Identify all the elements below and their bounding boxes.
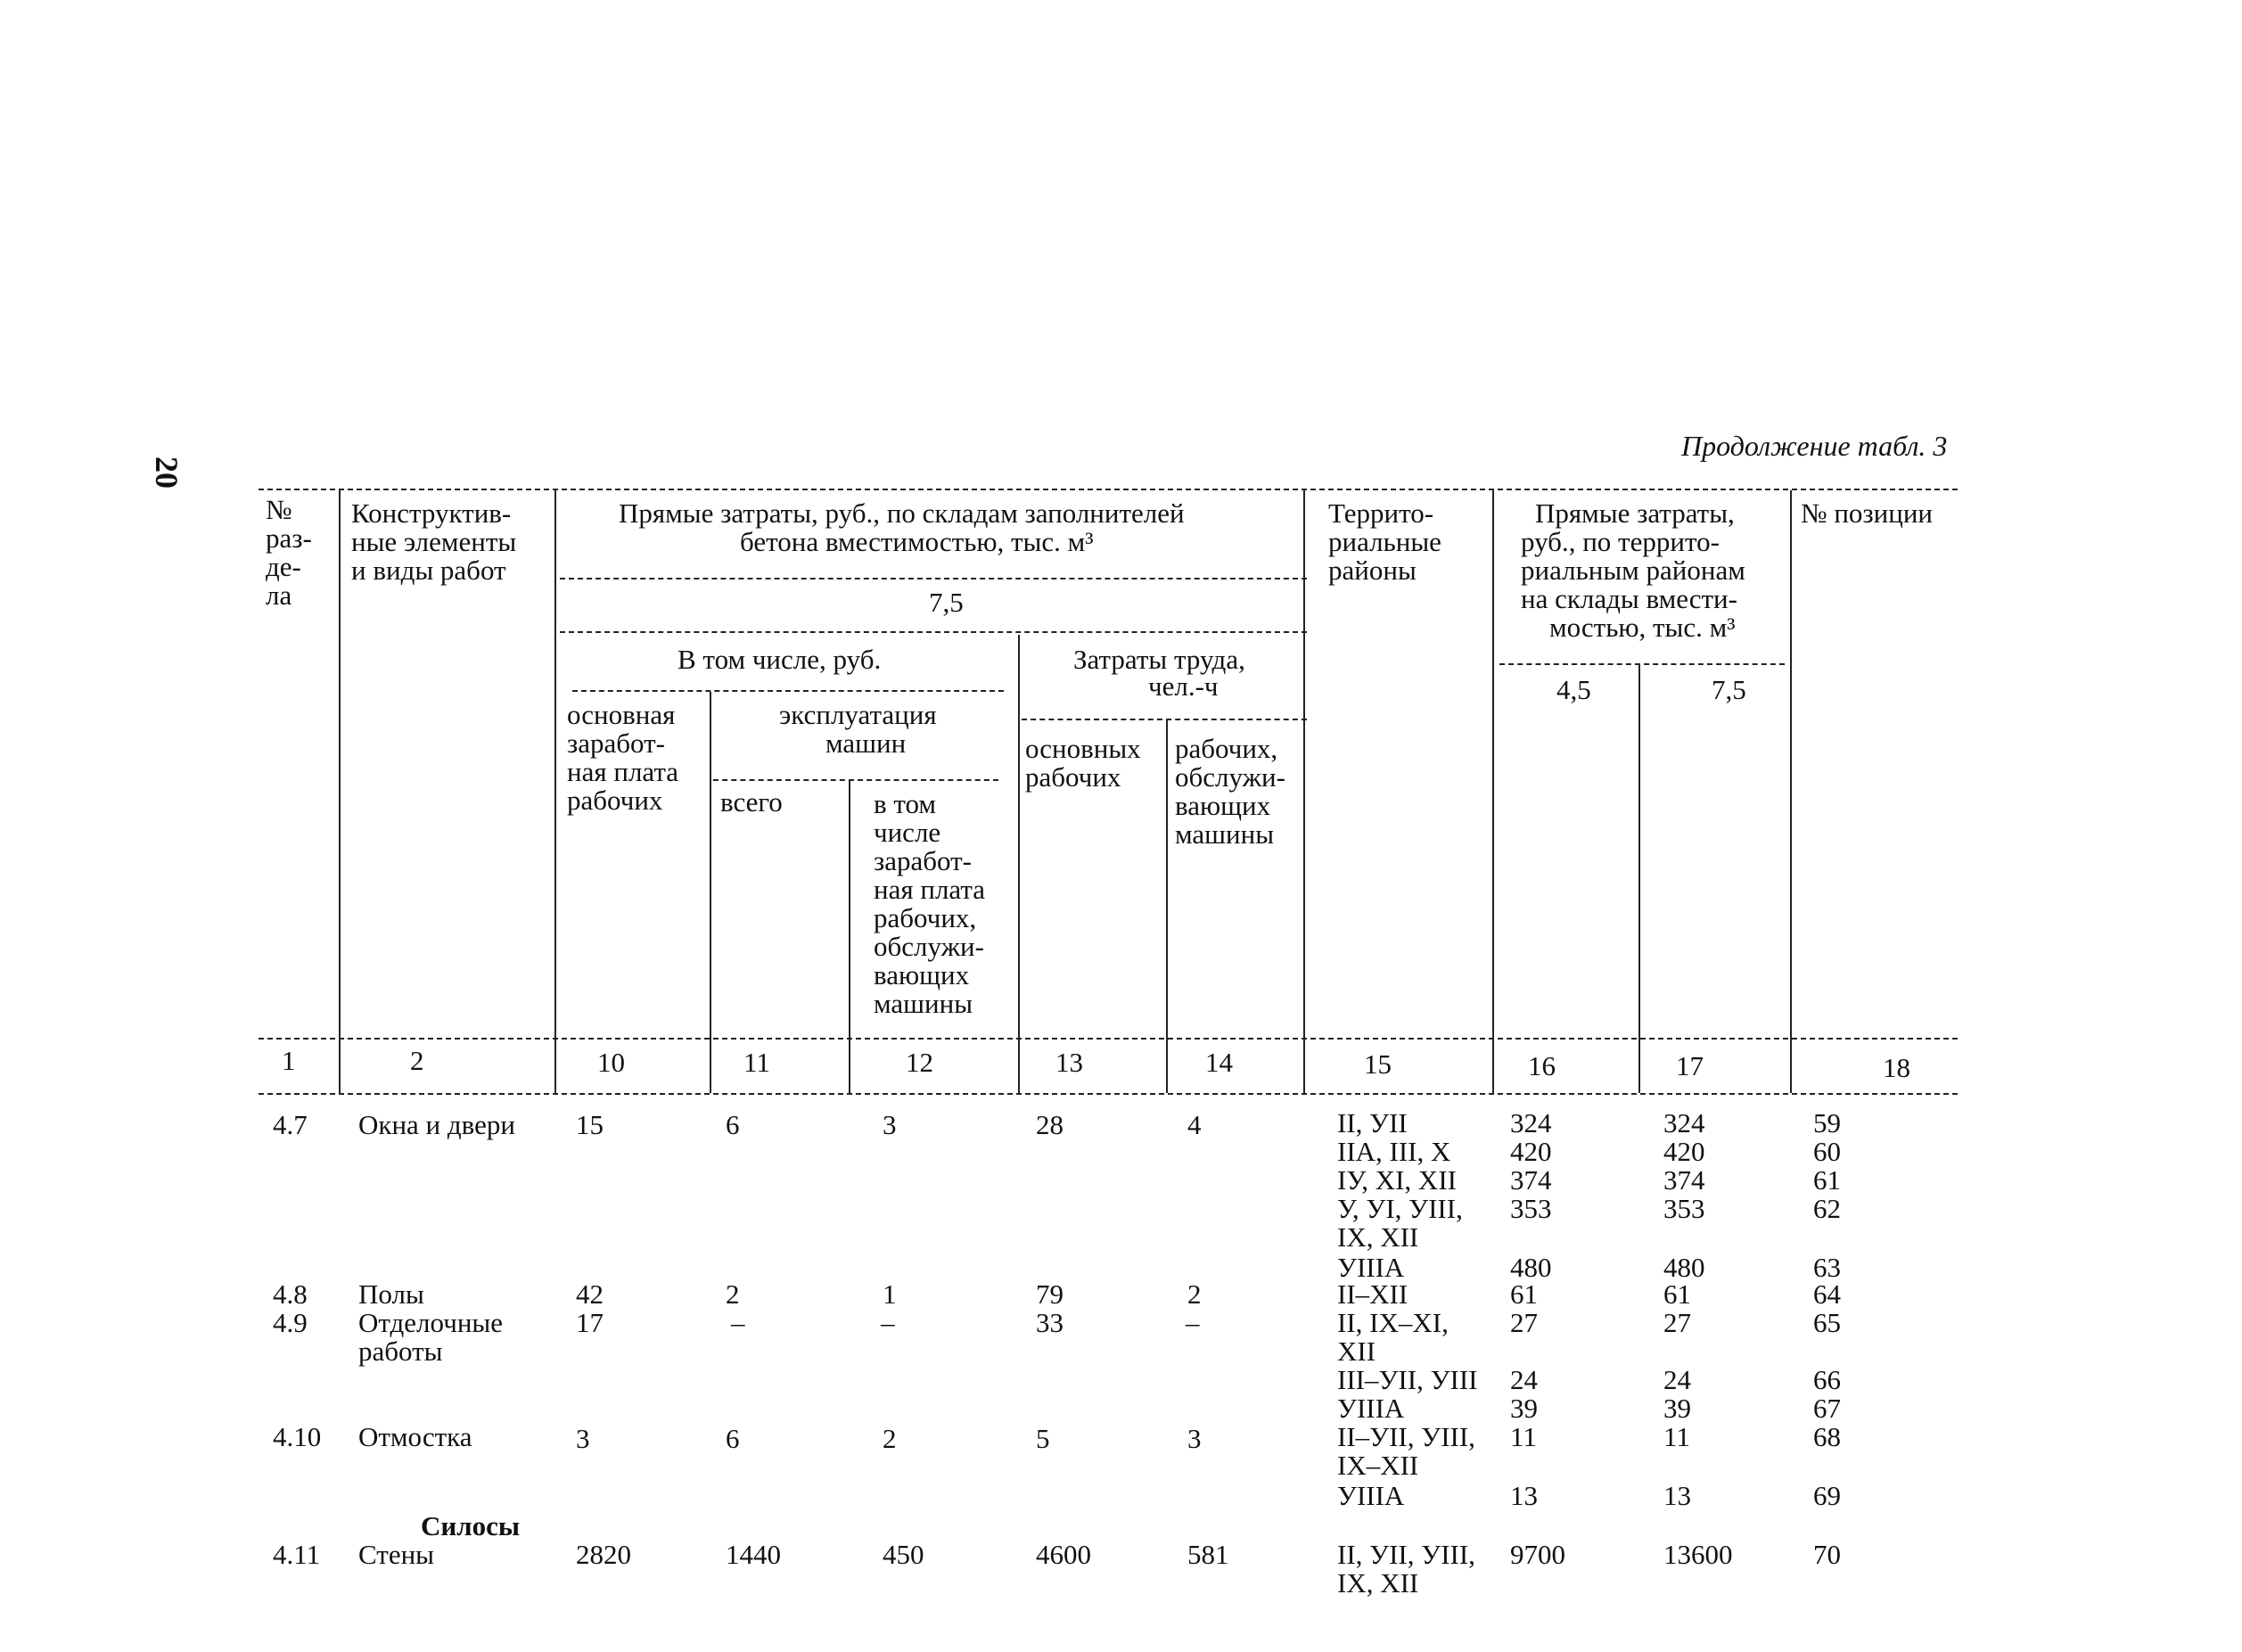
cell-c17: 11 — [1663, 1421, 1690, 1452]
cell-c12: 1 — [883, 1278, 897, 1310]
rule-under-capacity-label — [560, 578, 1307, 579]
vline-2 — [554, 490, 556, 1093]
cell-c16: 24 — [1510, 1364, 1538, 1395]
column-number: 14 — [1205, 1047, 1233, 1078]
cell-c14: 581 — [1187, 1539, 1229, 1570]
rule-under-terr-costs — [1499, 663, 1785, 665]
page-number: 20 — [149, 456, 185, 489]
header-text: вающих — [874, 959, 970, 990]
cell-c10: 15 — [576, 1109, 604, 1140]
cell-region: УIIIА — [1337, 1480, 1405, 1511]
cell-region: У, УI, УIII, — [1337, 1193, 1463, 1224]
cell-section: 4.9 — [273, 1307, 308, 1338]
column-number: 17 — [1676, 1050, 1704, 1081]
cell-c17: 39 — [1663, 1393, 1691, 1424]
cell-c16: 480 — [1510, 1252, 1552, 1283]
header-position-no: № позиции — [1801, 497, 1934, 529]
column-number: 12 — [906, 1047, 933, 1078]
header-text: обслужи- — [874, 931, 984, 962]
cell-pos: 63 — [1813, 1252, 1841, 1283]
cell-region: ХII — [1337, 1336, 1376, 1367]
column-number: 18 — [1883, 1052, 1910, 1083]
header-text: вающих — [1175, 790, 1271, 821]
header-text: ла — [266, 579, 292, 611]
header-text: рабочих — [567, 785, 663, 816]
header-text: эксплуатация — [779, 699, 937, 730]
cell-section: 4.8 — [273, 1278, 308, 1310]
column-number: 1 — [282, 1045, 296, 1076]
vline-3 — [710, 692, 711, 1093]
vline-4 — [849, 781, 850, 1093]
rule-header-bottom — [259, 1038, 1958, 1040]
cell-c10: 2820 — [576, 1539, 631, 1570]
header-text: раз- — [266, 522, 312, 554]
header-text: машин — [825, 727, 907, 759]
cell-c12: 450 — [883, 1539, 924, 1570]
header-text: заработ- — [567, 727, 665, 759]
cell-c14: 4 — [1187, 1109, 1202, 1140]
header-text: Прямые затраты, — [1535, 497, 1735, 529]
cell-c14: 3 — [1187, 1423, 1202, 1454]
cell-c11: 6 — [726, 1109, 740, 1140]
subheading-silos: Силосы — [421, 1510, 521, 1541]
cell-c14: 2 — [1187, 1278, 1202, 1310]
cell-c13: 4600 — [1036, 1539, 1091, 1570]
header-text: на склады вмести- — [1521, 583, 1737, 614]
cell-c17: 24 — [1663, 1364, 1691, 1395]
header-text: рабочих, — [874, 902, 977, 933]
column-number: 15 — [1364, 1048, 1392, 1080]
header-text: Конструктив- — [351, 497, 512, 529]
header-text: машины — [874, 988, 973, 1019]
cell-c12: 2 — [883, 1423, 897, 1454]
cell-c10: 42 — [576, 1278, 604, 1310]
cell-c11: 1440 — [726, 1539, 781, 1570]
cell-c17: 27 — [1663, 1307, 1691, 1338]
header-text: машины — [1175, 818, 1275, 850]
cell-c17: 61 — [1663, 1278, 1691, 1310]
cell-c12: – — [881, 1307, 895, 1338]
rule-under-labor — [1022, 719, 1307, 720]
header-text: основная — [567, 699, 676, 730]
cell-c17: 420 — [1663, 1136, 1705, 1167]
vline-8 — [1492, 490, 1494, 1093]
cell-c17: 13 — [1663, 1480, 1691, 1511]
vline-7 — [1303, 490, 1305, 1093]
header-text: ные элементы — [351, 526, 517, 557]
cell-c16: 27 — [1510, 1307, 1538, 1338]
cell-c17: 374 — [1663, 1164, 1705, 1196]
cell-pos: 60 — [1813, 1136, 1841, 1167]
cell-c13: 79 — [1036, 1278, 1064, 1310]
cell-region: IУ, ХI, ХII — [1337, 1164, 1457, 1196]
cell-region: II, УII — [1337, 1107, 1408, 1138]
cell-c16: 374 — [1510, 1164, 1552, 1196]
cell-pos: 61 — [1813, 1164, 1841, 1196]
cell-element: Отделочные — [358, 1307, 503, 1338]
cell-element: Стены — [358, 1539, 434, 1570]
cell-region: II–ХII — [1337, 1278, 1408, 1310]
header-text: заработ- — [874, 845, 972, 876]
cell-c13: 5 — [1036, 1423, 1050, 1454]
cell-c16: 61 — [1510, 1278, 1538, 1310]
header-text: № — [266, 494, 292, 525]
cell-c11: 2 — [726, 1278, 740, 1310]
header-text: районы — [1328, 555, 1417, 586]
vline-9 — [1638, 665, 1640, 1093]
header-text: обслужи- — [1175, 761, 1285, 793]
cell-c13: 33 — [1036, 1307, 1064, 1338]
cell-section: 4.11 — [273, 1539, 321, 1570]
rule-under-machines — [713, 779, 998, 781]
column-number: 2 — [410, 1045, 424, 1076]
cell-pos: 65 — [1813, 1307, 1841, 1338]
cell-element: работы — [358, 1336, 443, 1367]
cell-region: УIIIА — [1337, 1393, 1405, 1424]
header-text: и виды работ — [351, 555, 506, 586]
cell-c10: 3 — [576, 1423, 590, 1454]
header-text: руб., по террито- — [1521, 526, 1720, 557]
cell-c16: 11 — [1510, 1421, 1537, 1452]
table-caption: Продолжение табл. 3 — [1681, 430, 1948, 462]
header-text: Затраты труда, — [1073, 644, 1245, 675]
cell-region: IХ, ХII — [1337, 1567, 1419, 1599]
cell-c16: 9700 — [1510, 1539, 1565, 1570]
cell-c17: 324 — [1663, 1107, 1705, 1138]
cell-c11: – — [731, 1307, 745, 1338]
cell-element: Полы — [358, 1278, 424, 1310]
header-text: ная плата — [874, 874, 986, 905]
header-text: Прямые затраты, руб., по складам заполнителей — [619, 497, 1185, 529]
cell-pos: 59 — [1813, 1107, 1841, 1138]
cell-c11: 6 — [726, 1423, 740, 1454]
cell-c10: 17 — [576, 1307, 604, 1338]
cell-c16: 39 — [1510, 1393, 1538, 1424]
cell-pos: 69 — [1813, 1480, 1841, 1511]
cell-region: IХ–ХII — [1337, 1450, 1419, 1481]
cell-c16: 420 — [1510, 1136, 1552, 1167]
cell-region: IIА, III, Х — [1337, 1136, 1451, 1167]
header-text: рабочих, — [1175, 733, 1278, 764]
cell-section: 4.10 — [273, 1421, 322, 1452]
header-text: риальным районам — [1521, 555, 1745, 586]
header-text: мостью, тыс. м³ — [1549, 612, 1736, 643]
cell-section: 4.7 — [273, 1109, 308, 1140]
cell-c13: 28 — [1036, 1109, 1064, 1140]
cell-c17: 13600 — [1663, 1539, 1733, 1570]
rule-under-75 — [560, 631, 1307, 633]
column-number: 11 — [743, 1047, 770, 1078]
header-capacity-45: 4,5 — [1556, 674, 1591, 705]
cell-pos: 70 — [1813, 1539, 1841, 1570]
rule-top — [259, 489, 1958, 490]
header-text: де- — [266, 551, 301, 582]
header-text: риальные — [1328, 526, 1441, 557]
cell-c17: 353 — [1663, 1193, 1705, 1224]
cell-c17: 480 — [1663, 1252, 1705, 1283]
cell-c12: 3 — [883, 1109, 897, 1140]
column-number: 10 — [597, 1047, 625, 1078]
cell-region: II, IХ–ХI, — [1337, 1307, 1449, 1338]
header-text: рабочих — [1025, 761, 1121, 793]
header-capacity-75b: 7,5 — [1712, 674, 1746, 705]
rule-colnums-bottom — [259, 1093, 1958, 1095]
header-including-rub: В том числе, руб. — [678, 644, 882, 675]
header-text: Террито- — [1328, 497, 1434, 529]
column-number: 13 — [1055, 1047, 1083, 1078]
cell-c16: 353 — [1510, 1193, 1552, 1224]
vline-6 — [1166, 720, 1168, 1093]
vline-10 — [1790, 490, 1792, 1093]
header-total: всего — [720, 786, 783, 818]
header-capacity-75: 7,5 — [929, 587, 964, 618]
header-text: бетона вместимостью, тыс. м³ — [740, 526, 1094, 557]
cell-c16: 13 — [1510, 1480, 1538, 1511]
header-text: ная плата — [567, 756, 679, 787]
cell-element: Окна и двери — [358, 1109, 515, 1140]
cell-region: II, УII, УIII, — [1337, 1539, 1475, 1570]
cell-element: Отмостка — [358, 1421, 472, 1452]
column-number: 16 — [1528, 1050, 1556, 1081]
cell-region: III–УII, УIII — [1337, 1364, 1478, 1395]
cell-pos: 64 — [1813, 1278, 1841, 1310]
cell-region: УIIIА — [1337, 1252, 1405, 1283]
cell-pos: 66 — [1813, 1364, 1841, 1395]
cell-region: II–УII, УIII, — [1337, 1421, 1475, 1452]
vline-5 — [1018, 635, 1020, 1093]
cell-pos: 68 — [1813, 1421, 1841, 1452]
cell-c16: 324 — [1510, 1107, 1552, 1138]
cell-region: IХ, ХII — [1337, 1221, 1419, 1253]
header-text: чел.-ч — [1148, 670, 1219, 702]
header-text: в том — [874, 788, 937, 819]
cell-pos: 62 — [1813, 1193, 1841, 1224]
cell-c14: – — [1186, 1307, 1200, 1338]
cell-pos: 67 — [1813, 1393, 1841, 1424]
header-text: числе — [874, 817, 941, 848]
vline-1 — [339, 490, 341, 1093]
header-text: основных — [1025, 733, 1141, 764]
rule-under-incl — [572, 690, 1004, 692]
